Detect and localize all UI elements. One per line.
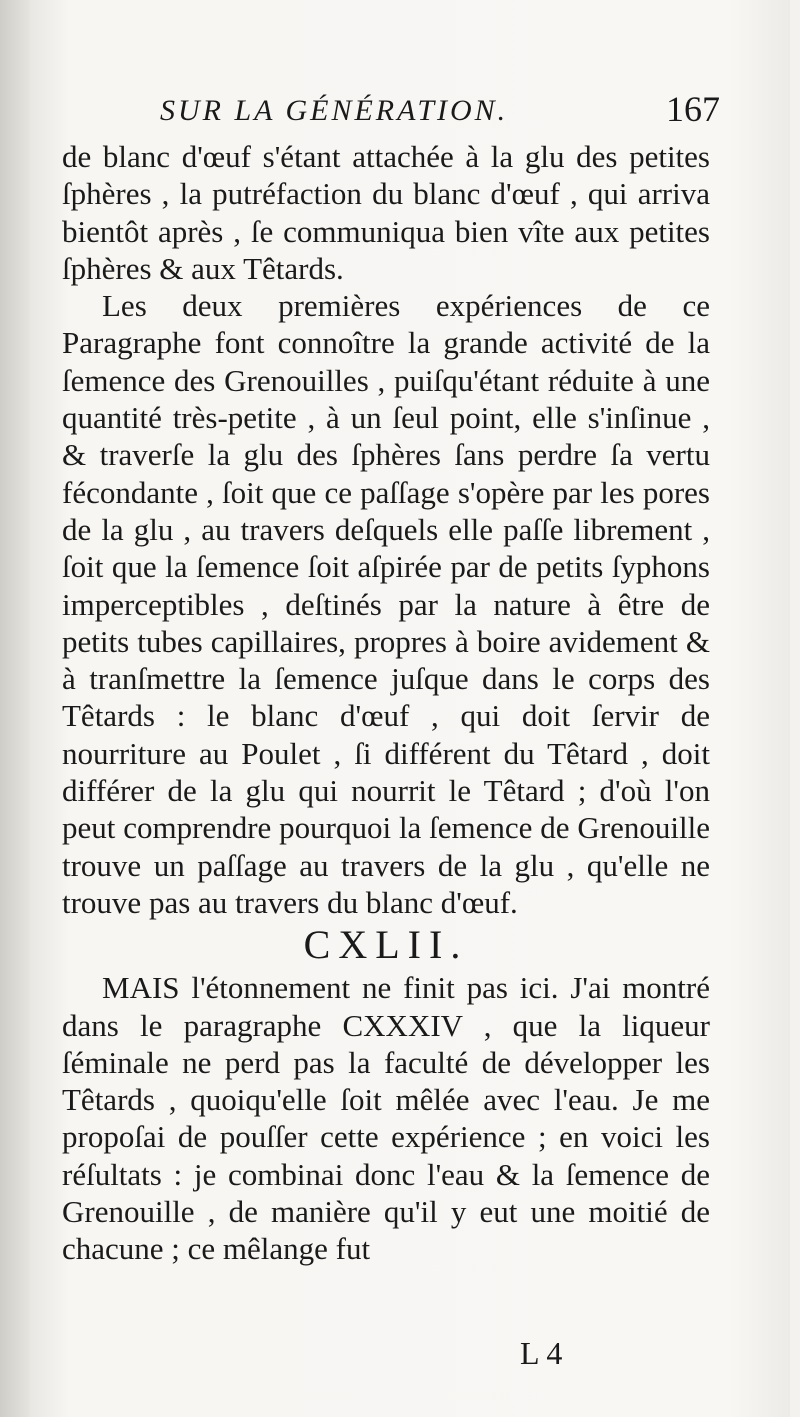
running-head: SUR LA GÉNÉRATION. [160,94,509,127]
section-heading: CXLII. [303,922,469,968]
paragraph-three: MAIS l'étonnement ne finit pas ici. J'ai montré dans le paragraphe CXXXIV , que la liqueur ſéminale ne perd pas la faculté de développer les Têtards , quoiqu'elle ſoit mêlée avec l'eau. Je me propoſai de pouſſer cette expérience ; en voici les réſultats : je combinai donc l'eau & la ſemence de Grenouille , de manière qu'il y eut une moitié de chacune ; ce mêlange fut [62,970,710,1267]
signature-mark: L 4 [520,1335,563,1371]
book-spine-shadow [0,0,30,1417]
paragraph-continuation: de blanc d'œuf s'étant attachée à la glu des petites ſphères , la putréfaction du blanc d'œuf , qui arriva bientôt après , ſe communiqua bien vîte aux petites ſphères & aux Têtards. [62,139,710,286]
body-text [62,138,710,1268]
page-header [130,88,720,138]
page-number: 167 [666,89,720,129]
paragraph-two: Les deux premières expériences de ce Paragraphe font connoître la grande activité de la ſemence des Grenouilles , puiſqu'étant réduite à une quantité très-petite , à un ſeul point, elle s'inſinue , & traverſe la glu des ſphères ſans perdre ſa vertu fécondante , ſoit que ce paſſage s'opère par les pores de la glu , au travers deſquels elle paſſe librement , ſoit que la ſemence ſoit aſpirée par de petits ſyphons imperceptibles , deſtinés par la nature à être de petits tubes capillaires, propres à boire avidement & à tranſmettre la ſemence juſque dans le corps des Têtards : le blanc d'œuf , qui doit ſervir de nourriture au Poulet , ſi différent du Têtard , doit différer de la glu qui nourrit le Têtard ; d'où l'on peut comprendre pourquoi la ſemence de Grenouille trouve un paſſage au travers de la glu , qu'elle ne trouve pas au travers du blanc d'œuf. [62,288,710,920]
